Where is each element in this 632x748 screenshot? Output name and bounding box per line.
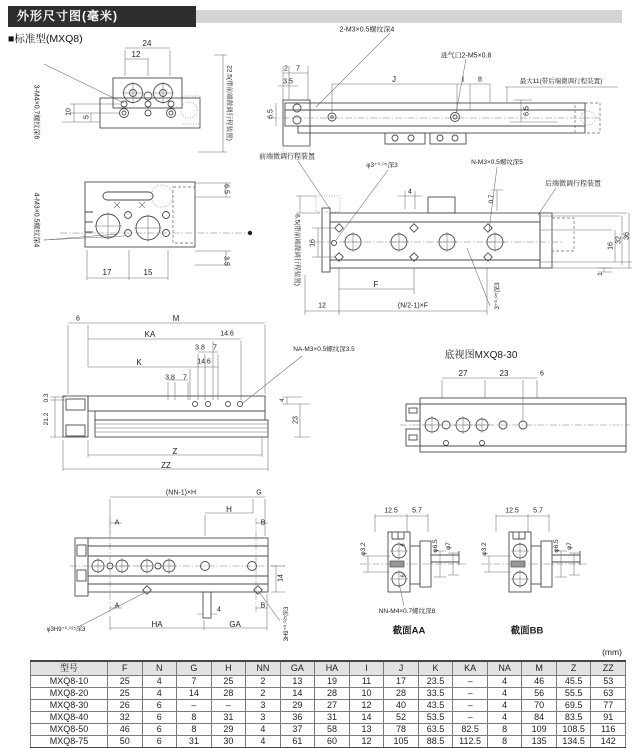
dim-label: 6 xyxy=(400,543,407,547)
value-cell: 105 xyxy=(384,736,419,748)
table-row xyxy=(31,736,626,748)
dim-label: 10 xyxy=(65,108,73,116)
dim-label: 3.5 xyxy=(222,256,230,266)
view-title: 底视图MXQ8-30 xyxy=(444,350,518,361)
col-header: J xyxy=(384,661,419,676)
thread-note: 2-M3×0.5螺纹深4 xyxy=(339,26,395,34)
value-cell: 6 xyxy=(142,700,177,712)
dim-label: A xyxy=(114,602,120,610)
col-header: KA xyxy=(453,661,488,676)
value-cell: 25 xyxy=(211,676,246,688)
value-cell: 77 xyxy=(591,700,626,712)
value-cell: 13 xyxy=(349,724,384,736)
hole-note: 3H9⁺⁰·⁰²⁵深3 xyxy=(284,606,290,642)
dim-label: 5 xyxy=(83,115,91,119)
model-cell: MXQ8-10 xyxy=(31,676,108,688)
dim-label: B xyxy=(260,602,266,610)
value-cell: 2 xyxy=(246,688,281,700)
value-cell: 46 xyxy=(522,676,557,688)
drawing-end-view xyxy=(44,48,227,152)
dim-label: 27 xyxy=(458,369,468,378)
model-cell: MXQ8-20 xyxy=(31,688,108,700)
dim-label: 12 xyxy=(131,50,141,59)
dimension-table xyxy=(30,660,626,748)
value-cell: 29 xyxy=(211,724,246,736)
value-cell: 4 xyxy=(487,712,522,724)
value-cell: 40 xyxy=(384,700,419,712)
model-cell: MXQ8-30 xyxy=(31,700,108,712)
dim-label: B xyxy=(260,519,266,527)
value-cell: 53 xyxy=(591,676,626,688)
section-title: 截面AA xyxy=(392,625,426,637)
dim-label: 36 xyxy=(623,232,631,240)
value-cell: 28 xyxy=(384,688,419,700)
hole-note: 3⁺⁰·⁰⁵深3 xyxy=(493,282,501,310)
model-cell: MXQ8-50 xyxy=(31,724,108,736)
dim-label: 6.5 xyxy=(267,109,275,119)
value-cell: 63 xyxy=(591,688,626,700)
value-cell: 61 xyxy=(280,736,315,748)
value-cell: 8 xyxy=(177,712,212,724)
drawing-section-bb xyxy=(481,514,587,592)
dim-label: φ3.2 xyxy=(480,542,488,556)
adjuster-dim-note: 6.5(带前端微调行程装置) xyxy=(293,214,301,286)
table-row xyxy=(31,700,626,712)
dim-label: 0.7 xyxy=(487,194,495,204)
dim-label: A xyxy=(114,519,120,527)
value-cell: 46 xyxy=(108,724,143,736)
table-row xyxy=(31,724,626,736)
dim-label: 4 xyxy=(217,606,221,614)
value-cell: – xyxy=(177,700,212,712)
value-cell: 28 xyxy=(315,688,350,700)
dim-label: 12.5 xyxy=(505,507,519,515)
dim-label: K xyxy=(136,358,142,367)
col-header: 型号 xyxy=(31,661,108,676)
dim-label: 16 xyxy=(309,239,317,247)
value-cell: 13 xyxy=(280,676,315,688)
dim-label: 21.2 xyxy=(42,412,50,426)
value-cell: 78 xyxy=(384,724,419,736)
value-cell: 88.5 xyxy=(418,736,453,748)
unit-note: (mm) xyxy=(602,646,622,657)
dim-label: 3.8 xyxy=(165,374,175,382)
dim-label: 14.6 xyxy=(197,358,211,366)
dim-label: 7 xyxy=(213,344,217,352)
value-cell: 8 xyxy=(177,724,212,736)
value-cell: 135 xyxy=(522,736,557,748)
value-cell: 25 xyxy=(108,688,143,700)
value-cell: 8 xyxy=(487,724,522,736)
value-cell: 11 xyxy=(349,676,384,688)
dim-label: 6 xyxy=(76,315,80,323)
value-cell: 6 xyxy=(142,724,177,736)
table-row xyxy=(31,688,626,700)
dim-label: 23 xyxy=(292,416,300,424)
value-cell: 31 xyxy=(211,712,246,724)
dim-label: 5.7 xyxy=(533,507,543,515)
dim-label: 14 xyxy=(277,574,285,582)
dim-label: G xyxy=(256,489,262,497)
value-cell: 29 xyxy=(280,700,315,712)
value-cell: 2 xyxy=(246,676,281,688)
hole-note: φ3H9⁺⁰·⁰²⁵深3 xyxy=(46,627,86,633)
model-subtitle: ■标准型(MXQ8) xyxy=(8,33,83,45)
value-cell: 4 xyxy=(487,688,522,700)
thread-note: 3-M4×0.7螺纹深6 xyxy=(32,84,40,140)
dim-label: 6 xyxy=(400,574,407,578)
value-cell: 45.5 xyxy=(556,676,591,688)
col-header: ZZ xyxy=(591,661,626,676)
dim-label: φ3.2 xyxy=(359,542,367,556)
value-cell: 23.5 xyxy=(418,676,453,688)
adjuster-dim-note: 最大11(带后端微调行程装置) xyxy=(519,77,603,85)
dim-label: 7 xyxy=(296,65,300,73)
value-cell: – xyxy=(211,700,246,712)
value-cell: – xyxy=(453,676,488,688)
value-cell: 25 xyxy=(108,676,143,688)
dim-label: φ6.5 xyxy=(431,539,439,553)
value-cell: 55.5 xyxy=(556,688,591,700)
value-cell: 116 xyxy=(591,724,626,736)
col-header: HA xyxy=(315,661,350,676)
dim-label: φ7 xyxy=(444,542,452,550)
value-cell: 4 xyxy=(246,724,281,736)
col-header: NA xyxy=(487,661,522,676)
dim-label: Z xyxy=(172,447,178,456)
drawing-bottom-view-mxq8-30 xyxy=(400,378,630,452)
drawing-section-aa xyxy=(360,514,466,606)
value-cell: 27 xyxy=(315,700,350,712)
adjuster-dim-note: 22.5(带前端微调行程装置) xyxy=(225,65,233,141)
dim-label: φ6.5 xyxy=(552,539,560,553)
model-cell: MXQ8-40 xyxy=(31,712,108,724)
thread-note: NA-M3×0.5螺纹深3.5 xyxy=(293,345,355,353)
col-header: I xyxy=(349,661,384,676)
value-cell: 3 xyxy=(246,700,281,712)
table-header-row xyxy=(31,661,626,676)
front-adjuster-note: 前端微调行程装置 xyxy=(259,153,315,161)
value-cell: 60 xyxy=(315,736,350,748)
value-cell: 109 xyxy=(522,724,557,736)
dim-label: 32 xyxy=(615,236,623,244)
col-header: NN xyxy=(246,661,281,676)
dim-label: 23 xyxy=(499,369,509,378)
value-cell: 14 xyxy=(349,712,384,724)
thread-note: 4-M3×0.5螺纹深4 xyxy=(32,192,40,248)
col-header: H xyxy=(211,661,246,676)
value-cell: – xyxy=(453,688,488,700)
value-cell: 4 xyxy=(487,700,522,712)
value-cell: 58 xyxy=(315,724,350,736)
table-row xyxy=(31,712,626,724)
value-cell: – xyxy=(453,712,488,724)
dim-label: (NN-1)×H xyxy=(165,489,197,497)
value-cell: 91 xyxy=(591,712,626,724)
dim-label: KA xyxy=(144,330,156,339)
dim-label: 6.5 xyxy=(523,106,531,116)
dim-label: 3.5 xyxy=(283,78,293,86)
dim-label: 7 xyxy=(183,374,187,382)
dim-label: 24 xyxy=(142,39,152,48)
value-cell: 3 xyxy=(246,712,281,724)
section-title: 截面BB xyxy=(510,625,544,637)
value-cell: 112.5 xyxy=(453,736,488,748)
dim-label: 8 xyxy=(478,76,482,84)
model-cell: MXQ8-75 xyxy=(31,736,108,748)
dim-label: 6.5 xyxy=(222,184,230,194)
value-cell: 43.5 xyxy=(418,700,453,712)
value-cell: 63.5 xyxy=(418,724,453,736)
value-cell: 26 xyxy=(108,700,143,712)
value-cell: 30 xyxy=(211,736,246,748)
drawing-side-view-left xyxy=(50,323,310,471)
air-port-note: 进气口2-M5×0.8 xyxy=(440,52,492,60)
dim-label: ZZ xyxy=(161,461,171,470)
col-header: G xyxy=(177,661,212,676)
value-cell: 4 xyxy=(487,676,522,688)
dim-label: 16 xyxy=(607,242,615,250)
value-cell: 6 xyxy=(142,712,177,724)
col-header: Z xyxy=(556,661,591,676)
drawing-bottom-view xyxy=(44,182,252,280)
dim-label: 1 xyxy=(596,272,604,276)
col-header: M xyxy=(522,661,557,676)
dim-label: 6 xyxy=(540,370,544,378)
drawing-top-view xyxy=(296,158,632,315)
value-cell: 8 xyxy=(487,736,522,748)
dim-label: φ7 xyxy=(565,542,573,550)
rear-adjuster-note: 后端微调行程装置 xyxy=(545,180,601,188)
value-cell: 32 xyxy=(108,712,143,724)
value-cell: 70 xyxy=(522,700,557,712)
dim-label: HA xyxy=(151,620,163,629)
value-cell: 52 xyxy=(384,712,419,724)
value-cell: 7 xyxy=(177,676,212,688)
thread-note: N-M3×0.5螺纹深5 xyxy=(471,158,523,166)
value-cell: 31 xyxy=(315,712,350,724)
dim-label: 12 xyxy=(318,302,326,310)
value-cell: 31 xyxy=(177,736,212,748)
dim-label: GA xyxy=(229,620,241,629)
value-cell: 14 xyxy=(280,688,315,700)
value-cell: 12 xyxy=(349,736,384,748)
dim-label: 2 xyxy=(284,65,288,73)
value-cell: 83.5 xyxy=(556,712,591,724)
value-cell: 37 xyxy=(280,724,315,736)
dim-label: M xyxy=(172,314,180,323)
dim-label: 17 xyxy=(102,268,112,277)
dim-label: F xyxy=(373,280,379,289)
value-cell: 53.5 xyxy=(418,712,453,724)
dim-label: 4 xyxy=(408,188,412,196)
value-cell: 4 xyxy=(142,676,177,688)
value-cell: 108.5 xyxy=(556,724,591,736)
col-header: N xyxy=(142,661,177,676)
value-cell: 4 xyxy=(142,688,177,700)
value-cell: 28 xyxy=(211,688,246,700)
thread-note: NN-M4×0.7螺纹深8 xyxy=(378,607,436,615)
value-cell: 84 xyxy=(522,712,557,724)
value-cell: 50 xyxy=(108,736,143,748)
value-cell: 19 xyxy=(315,676,350,688)
dim-label: H xyxy=(226,505,232,514)
dim-label: J xyxy=(392,75,396,84)
value-cell: 6 xyxy=(142,736,177,748)
value-cell: 56 xyxy=(522,688,557,700)
dim-label: 5.7 xyxy=(412,507,422,515)
col-header: GA xyxy=(280,661,315,676)
dim-label: 0.3 xyxy=(42,393,50,403)
table-row xyxy=(31,676,626,688)
value-cell: 142 xyxy=(591,736,626,748)
dim-label: 15 xyxy=(143,268,153,277)
drawing-side-view-top xyxy=(267,33,618,153)
value-cell: 134.5 xyxy=(556,736,591,748)
col-header: F xyxy=(108,661,143,676)
value-cell: 4 xyxy=(246,736,281,748)
dim-label: I xyxy=(461,75,465,84)
col-header: K xyxy=(418,661,453,676)
value-cell: 14 xyxy=(177,688,212,700)
value-cell: 17 xyxy=(384,676,419,688)
value-cell: 69.5 xyxy=(556,700,591,712)
hole-note: φ3⁺⁰·⁰⁵深3 xyxy=(366,161,398,169)
dim-label: (N/2-1)×F xyxy=(397,302,429,310)
value-cell: 33.5 xyxy=(418,688,453,700)
value-cell: – xyxy=(453,700,488,712)
drawing-bottom-long-view xyxy=(70,497,285,630)
value-cell: 12 xyxy=(349,700,384,712)
dim-label: 3.8 xyxy=(195,344,205,352)
page-title: 外形尺寸图(毫米) xyxy=(17,9,118,23)
value-cell: 10 xyxy=(349,688,384,700)
value-cell: 36 xyxy=(280,712,315,724)
dim-label: 14.6 xyxy=(220,330,234,338)
dim-label: 12.5 xyxy=(384,507,398,515)
value-cell: 82.5 xyxy=(453,724,488,736)
dim-label: 4 xyxy=(278,398,286,402)
